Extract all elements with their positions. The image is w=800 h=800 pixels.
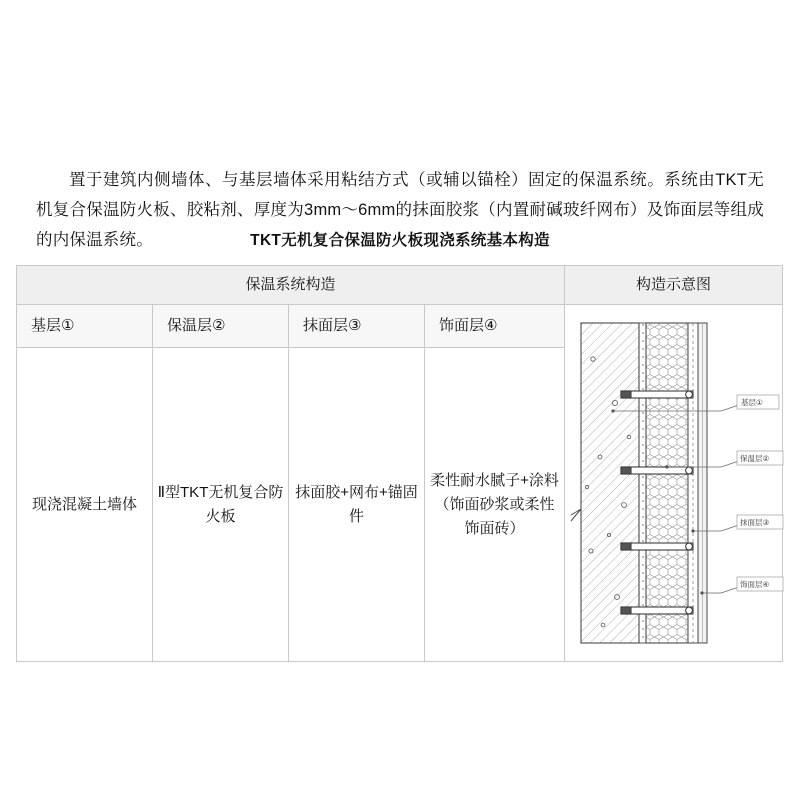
layer-adhesive <box>639 323 646 643</box>
layer-plaster <box>688 323 698 643</box>
construction-table-wrapper <box>16 265 782 657</box>
column-header-finish: 饰面层④ <box>425 305 565 348</box>
cell-plaster-value: 抹面胶+网布+锚固件 <box>289 348 425 662</box>
cell-finish-value: 柔性耐水腻子+涂料（饰面砂浆或柔性饰面砖） <box>425 348 565 662</box>
table-title: TKT无机复合保温防火板现浇系统基本构造 <box>250 232 550 249</box>
intro-paragraph: 置于建筑内侧墙体、与基层墙体采用粘结方式（或辅以锚栓）固定的保温系统。系统由TKT无机复合保温防火板、胶粘剂、厚度为3mm～6mm的抹面胶浆（内置耐碱玻纤网布）及饰面层等组成的内保温系统。 <box>36 170 764 249</box>
layer-insulation-board <box>646 323 688 643</box>
cell-base-value: 现浇混凝土墙体 <box>17 348 153 662</box>
label-insulation-text: 保温层② <box>740 454 770 463</box>
group-header-system: 保温系统构造 <box>17 266 565 305</box>
wall-section-svg <box>569 307 785 659</box>
construction-table <box>16 265 783 662</box>
table-row-group-header <box>17 266 783 305</box>
label-plaster-text: 抹面层③ <box>740 518 770 527</box>
diagram-cell <box>565 305 783 662</box>
label-finish-text: 饰面层④ <box>740 580 770 589</box>
cell-insulation-value: Ⅱ型TKT无机复合防火板 <box>153 348 289 662</box>
layer-base-wall <box>581 323 639 643</box>
column-header-plaster: 抹面层③ <box>289 305 425 348</box>
section-break-mark <box>571 509 581 521</box>
label-base-text: 基层① <box>741 398 763 407</box>
column-header-base: 基层① <box>17 305 153 348</box>
column-header-insulation: 保温层② <box>153 305 289 348</box>
table-row-column-headers <box>17 305 783 348</box>
group-header-diagram: 构造示意图 <box>565 266 783 305</box>
diagram-labels <box>737 395 783 591</box>
layer-finish <box>698 323 707 643</box>
wall-section-diagram <box>569 307 778 659</box>
